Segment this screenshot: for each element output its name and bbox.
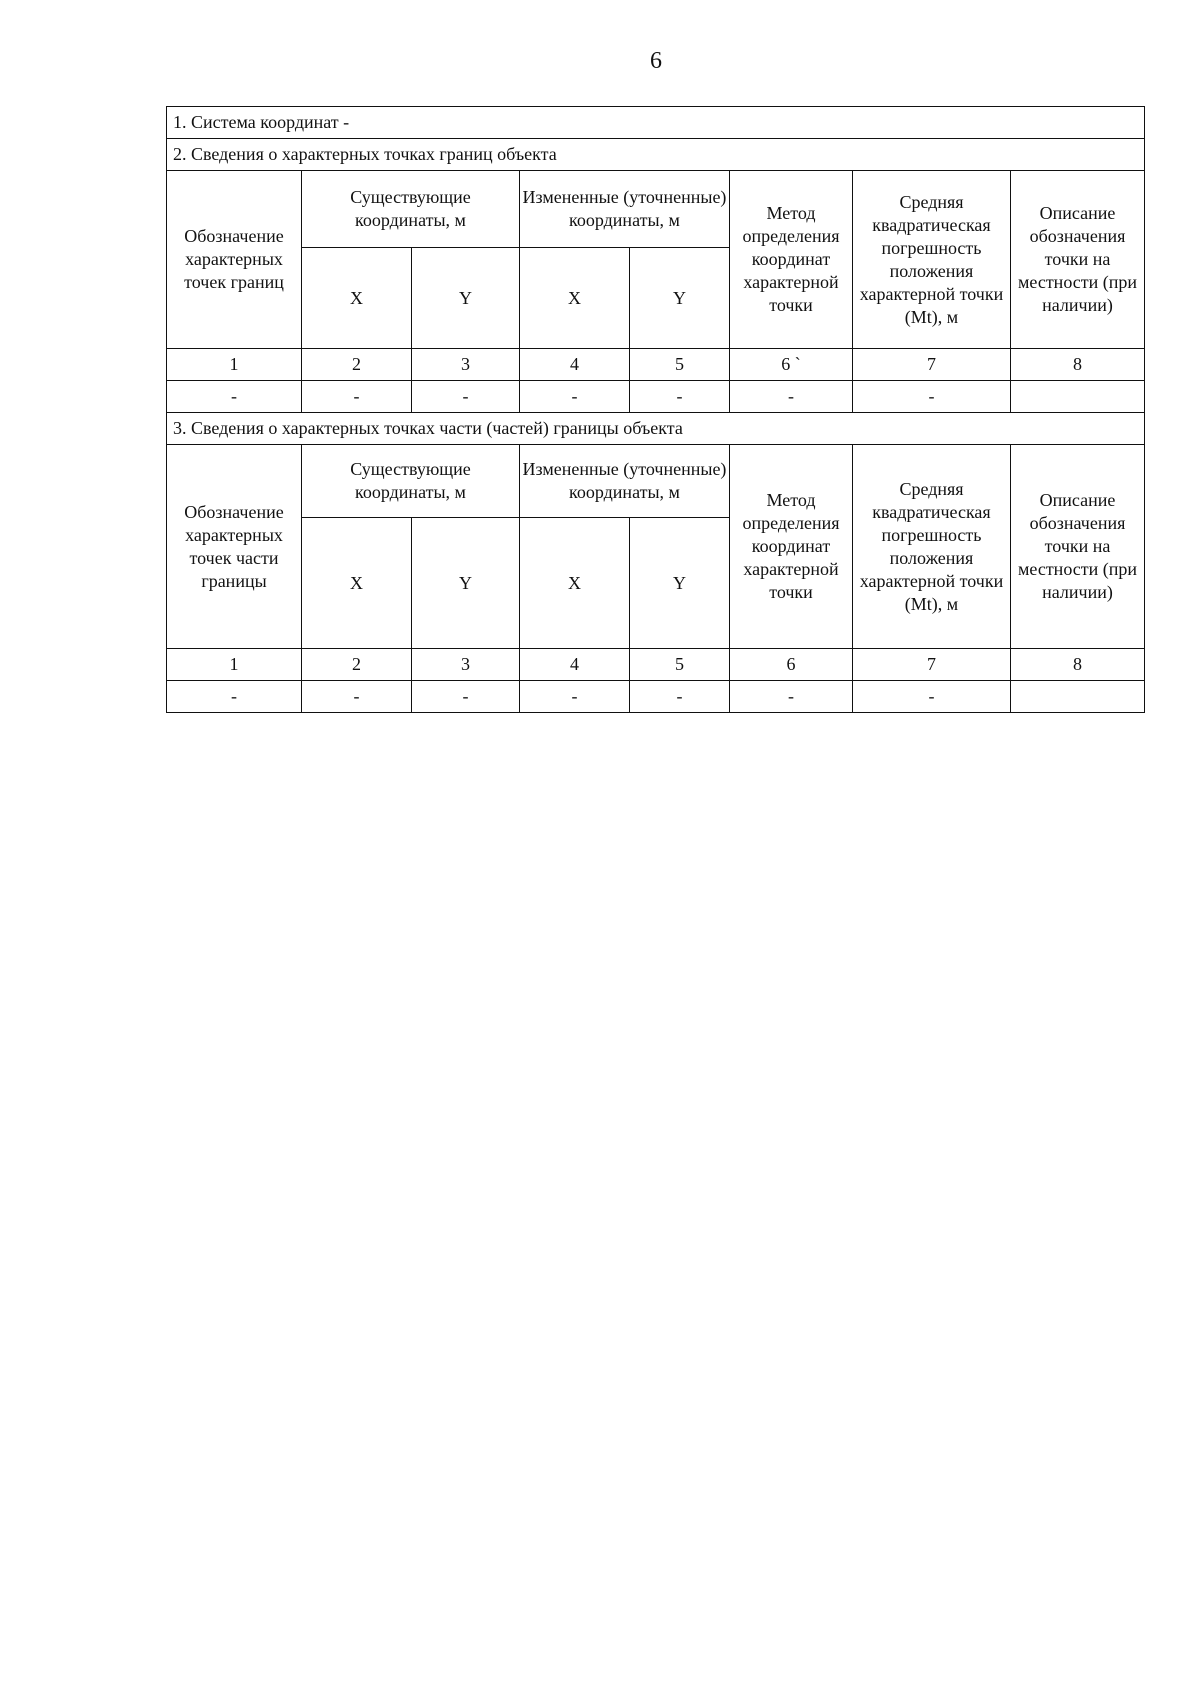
table-cell: - (302, 381, 412, 413)
header-designation: Обозначение характерных точек части границы (167, 445, 302, 649)
header-existing-y: Y (412, 518, 520, 649)
column-number: 4 (520, 349, 630, 381)
column-number: 3 (412, 349, 520, 381)
table-cell: - (853, 681, 1011, 713)
column-number: 6 ` (730, 349, 853, 381)
table-cell: - (412, 681, 520, 713)
column-number: 5 (630, 649, 730, 681)
section-3-title: 3. Сведения о характерных точках части (частей) границы объекта (167, 413, 1145, 445)
table-cell (1011, 381, 1145, 413)
section-1-title: 1. Система координат - (167, 107, 1145, 139)
column-number: 2 (302, 649, 412, 681)
column-number: 1 (167, 649, 302, 681)
table-cell: - (302, 681, 412, 713)
header-designation: Обозначение характерных точек границ (167, 171, 302, 349)
header-existing-y: Y (412, 248, 520, 349)
column-number: 8 (1011, 649, 1145, 681)
header-changed-x: X (520, 518, 630, 649)
section-2-title: 2. Сведения о характерных точках границ объекта (167, 139, 1145, 171)
table-cell: - (167, 381, 302, 413)
table-cell (1011, 681, 1145, 713)
column-number: 1 (167, 349, 302, 381)
table-cell: - (853, 381, 1011, 413)
header-description: Описание обозначения точки на местности (при наличии) (1011, 171, 1145, 349)
column-number: 5 (630, 349, 730, 381)
header-method: Метод определения координат характерной точки (730, 445, 853, 649)
table-cell: - (520, 681, 630, 713)
header-existing-x: X (302, 518, 412, 649)
column-number-row (167, 349, 1145, 381)
coordinates-table (166, 106, 1145, 713)
column-number: 7 (853, 649, 1011, 681)
header-changed-coordinates: Измененные (уточненные) координаты, м (520, 445, 730, 518)
column-number-row (167, 649, 1145, 681)
header-changed-y: Y (630, 248, 730, 349)
header-error: Средняя квадратическая погрешность положения характерной точки (Mt), м (853, 445, 1011, 649)
table-row (167, 381, 1145, 413)
column-number: 6 (730, 649, 853, 681)
column-number: 4 (520, 649, 630, 681)
header-description: Описание обозначения точки на местности (при наличии) (1011, 445, 1145, 649)
header-changed-y: Y (630, 518, 730, 649)
table-cell: - (630, 381, 730, 413)
header-changed-coordinates: Измененные (уточненные) координаты, м (520, 171, 730, 248)
column-number: 3 (412, 649, 520, 681)
table-cell: - (630, 681, 730, 713)
header-existing-coordinates: Существующие координаты, м (302, 445, 520, 518)
table-cell: - (520, 381, 630, 413)
header-existing-coordinates: Существующие координаты, м (302, 171, 520, 248)
table-cell: - (412, 381, 520, 413)
page-number: 6 (650, 48, 662, 74)
header-error: Средняя квадратическая погрешность положения характерной точки (Mt), м (853, 171, 1011, 349)
column-number: 2 (302, 349, 412, 381)
table-cell: - (730, 681, 853, 713)
header-existing-x: X (302, 248, 412, 349)
column-number: 8 (1011, 349, 1145, 381)
header-method: Метод определения координат характерной точки (730, 171, 853, 349)
column-number: 7 (853, 349, 1011, 381)
table-cell: - (167, 681, 302, 713)
header-changed-x: X (520, 248, 630, 349)
table-row (167, 681, 1145, 713)
table-cell: - (730, 381, 853, 413)
